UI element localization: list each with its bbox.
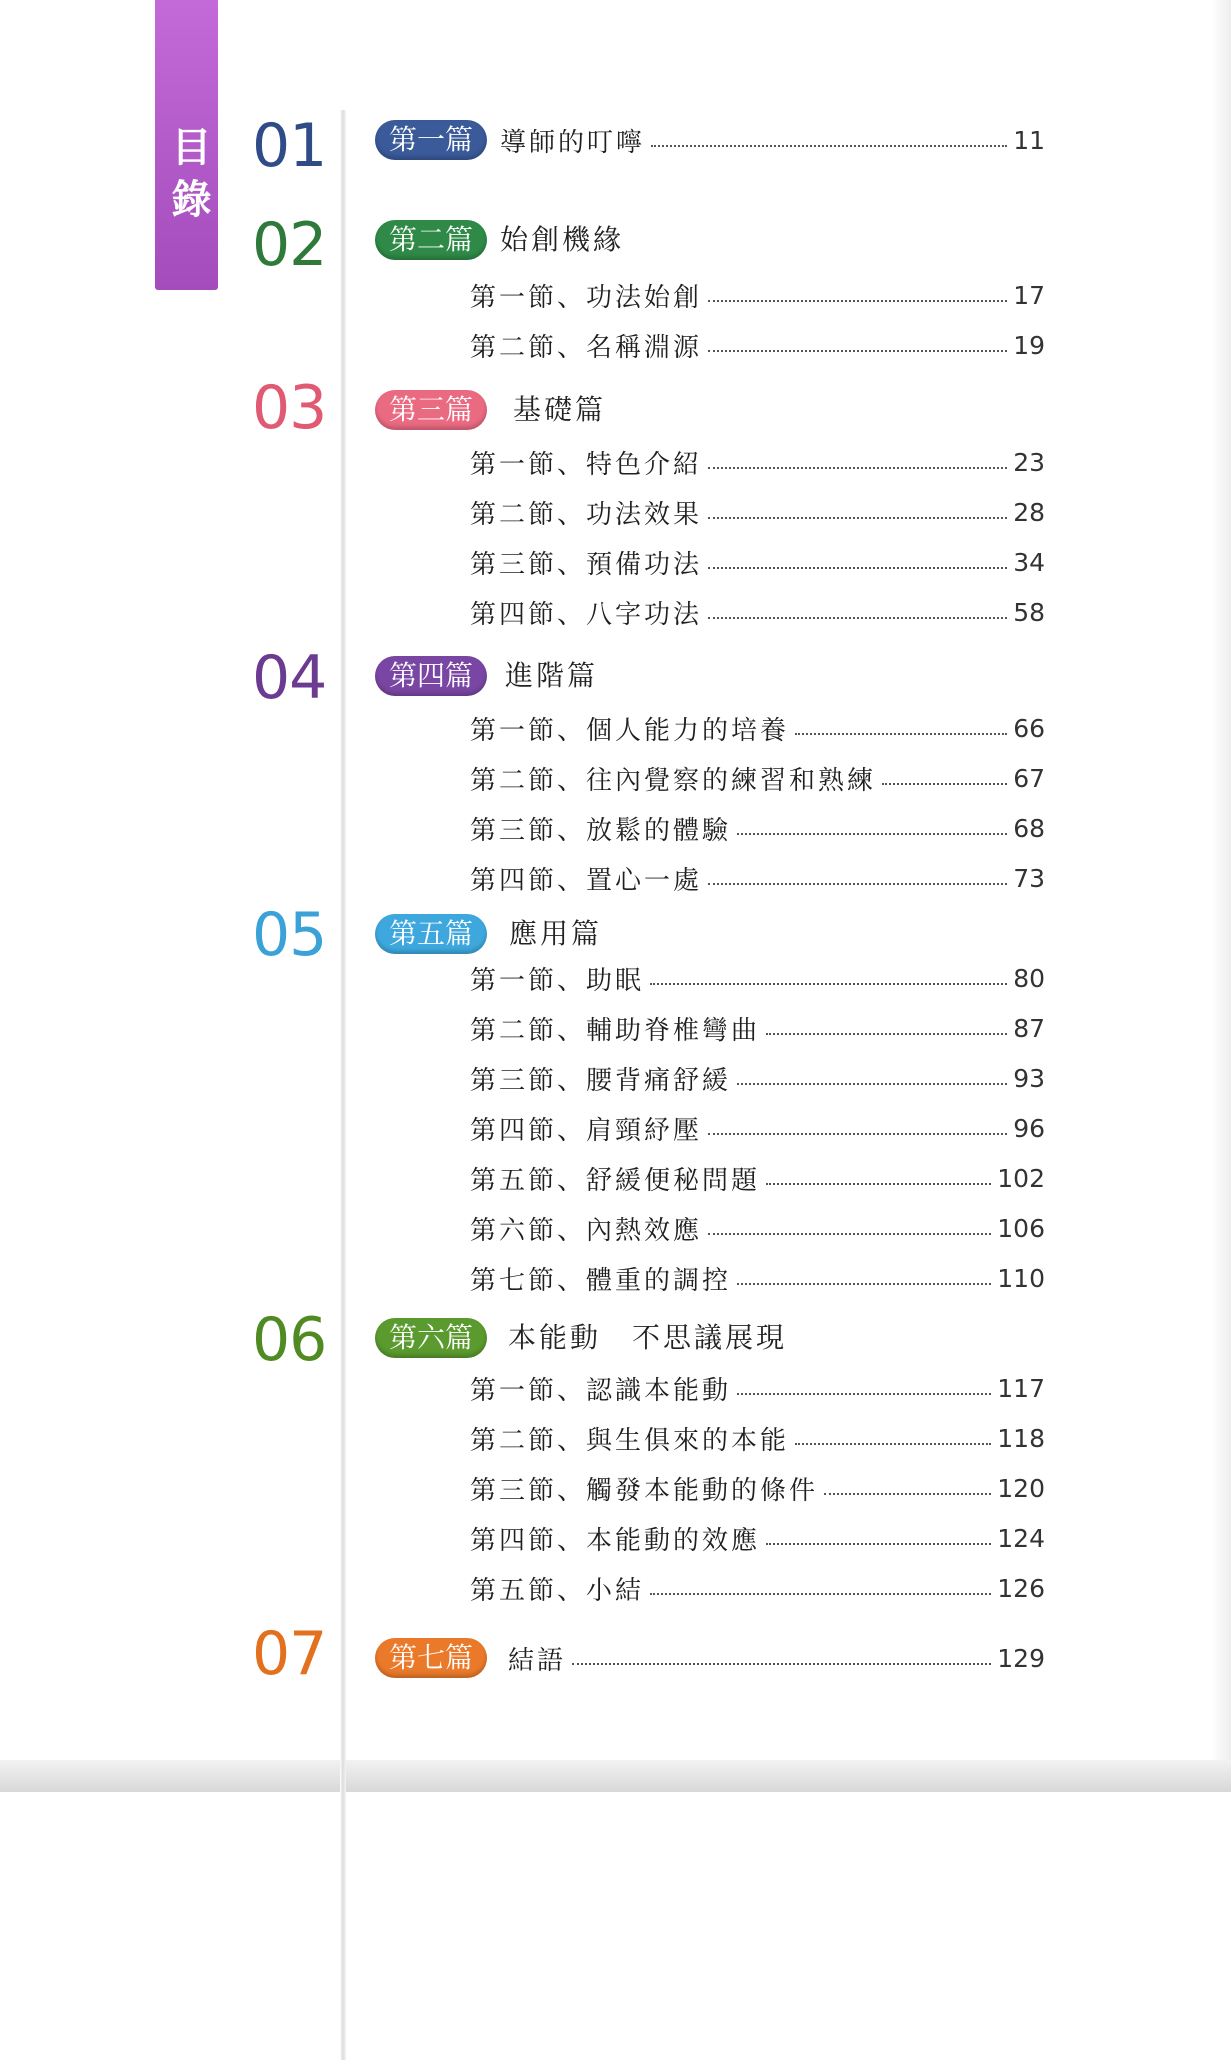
toc-entry[interactable]: [470, 1418, 1045, 1458]
toc-entry[interactable]: [470, 442, 1045, 482]
entry-page-number: 129: [997, 1643, 1045, 1673]
part-number: 04: [252, 643, 327, 713]
contents-tab-label: 目錄: [171, 125, 212, 223]
dot-leader: [650, 983, 1007, 985]
toc-entry[interactable]: [470, 1518, 1045, 1558]
toc-entry[interactable]: [470, 325, 1045, 365]
part-number: 05: [252, 900, 327, 970]
entry-page-number: 110: [997, 1263, 1045, 1293]
entry-page-number: 23: [1013, 447, 1045, 477]
entry-title: 第二節、名稱淵源: [470, 332, 703, 363]
entry-page-number: 28: [1013, 497, 1045, 527]
entry-page-number: 80: [1013, 963, 1045, 993]
toc-entry[interactable]: [470, 1158, 1045, 1198]
entry-page-number: 58: [1013, 597, 1045, 627]
entry-page-number: 11: [1013, 125, 1045, 155]
toc-entry[interactable]: [500, 120, 1045, 160]
entry-title: 第一節、個人能力的培養: [470, 715, 790, 746]
toc-entry[interactable]: [470, 1258, 1045, 1298]
entry-page-number: 120: [997, 1473, 1045, 1503]
part-label-pill: 第五篇: [375, 914, 487, 954]
page-edge-shadow: [1211, 0, 1231, 1760]
entry-title: 第四節、肩頸紓壓: [470, 1115, 703, 1146]
part-title: 進階篇: [505, 659, 599, 692]
entry-title: 第四節、本能動的效應: [470, 1525, 761, 1556]
entry-title: 第二節、輔助脊椎彎曲: [470, 1015, 761, 1046]
dot-leader: [708, 350, 1007, 352]
entry-title: 第二節、往內覺察的練習和熟練: [470, 765, 877, 796]
dot-leader: [766, 1183, 991, 1185]
dot-leader: [766, 1033, 1007, 1035]
toc-entry[interactable]: [470, 492, 1045, 532]
entry-page-number: 102: [997, 1163, 1045, 1193]
dot-leader: [708, 517, 1007, 519]
entry-title: 第三節、腰背痛舒緩: [470, 1065, 732, 1096]
entry-title: 第六節、內熱效應: [470, 1215, 703, 1246]
page-bottom-edge: [0, 1760, 1231, 1792]
entry-page-number: 34: [1013, 547, 1045, 577]
toc-entry[interactable]: [470, 592, 1045, 632]
entry-title: 第一節、認識本能動: [470, 1375, 732, 1406]
part-number: 07: [252, 1619, 327, 1689]
entry-title: 結語: [508, 1645, 567, 1676]
entry-title: 第一節、特色介紹: [470, 449, 703, 480]
toc-entry[interactable]: [470, 858, 1045, 898]
part-label-pill: 第七篇: [375, 1638, 487, 1678]
dot-leader: [708, 567, 1007, 569]
dot-leader: [737, 833, 1007, 835]
entry-page-number: 73: [1013, 863, 1045, 893]
contents-tab: [155, 0, 218, 290]
dot-leader: [737, 1393, 991, 1395]
part-title: 始創機緣: [500, 223, 625, 256]
part-title: 應用篇: [509, 917, 603, 950]
dot-leader: [824, 1493, 991, 1495]
part-number: 02: [252, 210, 327, 280]
entry-title: 第四節、八字功法: [470, 599, 703, 630]
dot-leader: [708, 1133, 1007, 1135]
entry-page-number: 124: [997, 1523, 1045, 1553]
entry-title: 第五節、小結: [470, 1575, 645, 1606]
entry-page-number: 106: [997, 1213, 1045, 1243]
entry-title: 第五節、舒緩便秘問題: [470, 1165, 761, 1196]
entry-title: 第三節、放鬆的體驗: [470, 815, 732, 846]
entry-title: 第三節、觸發本能動的條件: [470, 1475, 819, 1506]
toc-entry[interactable]: [470, 708, 1045, 748]
dot-leader: [795, 733, 1007, 735]
entry-page-number: 87: [1013, 1013, 1045, 1043]
toc-entry[interactable]: [470, 542, 1045, 582]
part-label-pill: 第一篇: [375, 120, 487, 160]
toc-entry[interactable]: [470, 1058, 1045, 1098]
entry-title: 第四節、置心一處: [470, 865, 703, 896]
dot-leader: [708, 300, 1007, 302]
entry-title: 第一節、助眠: [470, 965, 645, 996]
part-label-pill: 第二篇: [375, 220, 487, 260]
part-number: 01: [252, 111, 327, 181]
entry-title: 第二節、與生俱來的本能: [470, 1425, 790, 1456]
entry-page-number: 96: [1013, 1113, 1045, 1143]
part-title: 本能動 不思議展現: [508, 1321, 788, 1354]
dot-leader: [708, 883, 1007, 885]
entry-title: 第一節、功法始創: [470, 282, 703, 313]
entry-page-number: 118: [997, 1423, 1045, 1453]
entry-page-number: 126: [997, 1573, 1045, 1603]
toc-entry[interactable]: [508, 1638, 1045, 1678]
part-number: 06: [252, 1305, 327, 1375]
dot-leader: [882, 783, 1007, 785]
dot-leader: [651, 145, 1007, 147]
entry-page-number: 19: [1013, 330, 1045, 360]
dot-leader: [650, 1593, 991, 1595]
dot-leader: [737, 1283, 991, 1285]
entry-title: 第三節、預備功法: [470, 549, 703, 580]
part-label-pill: 第六篇: [375, 1318, 487, 1358]
toc-entry[interactable]: [470, 1468, 1045, 1508]
entry-page-number: 68: [1013, 813, 1045, 843]
entry-page-number: 17: [1013, 280, 1045, 310]
dot-leader: [737, 1083, 1007, 1085]
toc-entry[interactable]: [470, 1108, 1045, 1148]
entry-title: 第二節、功法效果: [470, 499, 703, 530]
entry-title: 導師的叮嚀: [500, 127, 646, 158]
entry-page-number: 67: [1013, 763, 1045, 793]
entry-title: 第七節、體重的調控: [470, 1265, 732, 1296]
page-divider: [340, 110, 346, 2060]
toc-entry[interactable]: [470, 1368, 1045, 1408]
toc-entry[interactable]: [470, 758, 1045, 798]
dot-leader: [708, 467, 1007, 469]
part-title: 基礎篇: [513, 393, 607, 426]
entry-page-number: 117: [997, 1373, 1045, 1403]
dot-leader: [766, 1543, 991, 1545]
dot-leader: [708, 1233, 991, 1235]
part-number: 03: [252, 373, 327, 443]
dot-leader: [795, 1443, 991, 1445]
toc-entry[interactable]: [470, 1568, 1045, 1608]
part-label-pill: 第三篇: [375, 390, 487, 430]
toc-entry[interactable]: [470, 958, 1045, 998]
dot-leader: [572, 1663, 991, 1665]
entry-page-number: 66: [1013, 713, 1045, 743]
toc-entry[interactable]: [470, 1008, 1045, 1048]
part-label-pill: 第四篇: [375, 656, 487, 696]
dot-leader: [708, 617, 1007, 619]
entry-page-number: 93: [1013, 1063, 1045, 1093]
toc-entry[interactable]: [470, 1208, 1045, 1248]
toc-entry[interactable]: [470, 275, 1045, 315]
toc-entry[interactable]: [470, 808, 1045, 848]
